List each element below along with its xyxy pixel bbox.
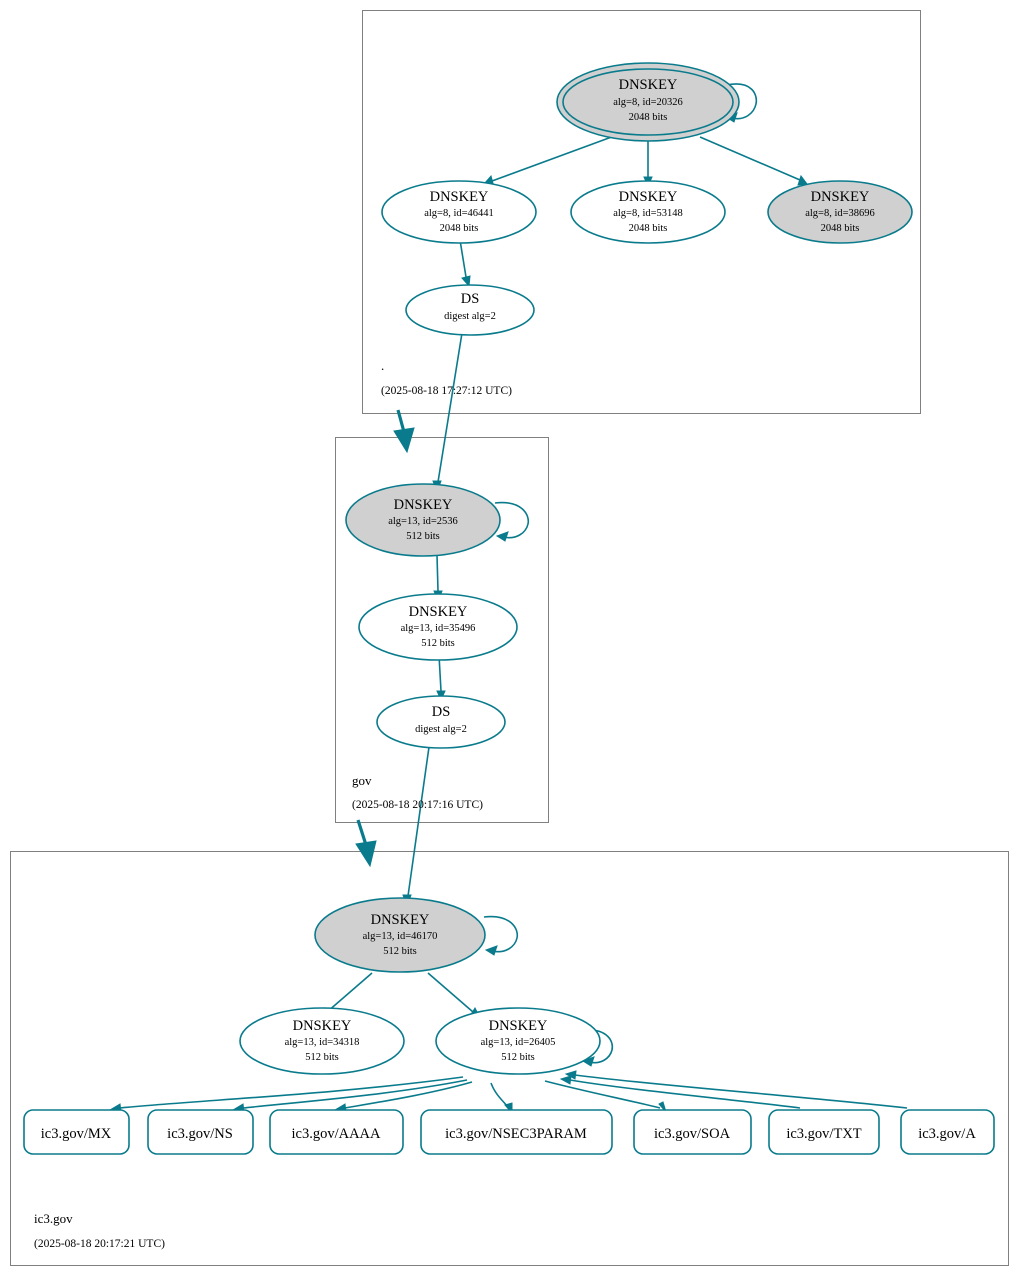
node-dnskey-46441[interactable]	[382, 181, 536, 243]
arrowhead	[561, 1076, 571, 1084]
node-bits: 2048 bits	[820, 223, 860, 234]
node-alg-id: alg=13, id=34318	[284, 1037, 360, 1048]
zone-timestamp-ic3gov: (2025-08-18 20:17:21 UTC)	[34, 1238, 165, 1250]
node-ds-root[interactable]	[406, 285, 534, 335]
arrowhead-zone	[356, 841, 376, 866]
edge-zsk46441-ds	[460, 240, 466, 277]
node-title: DNSKEY	[292, 1018, 352, 1034]
node-alg-id: alg=8, id=20326	[613, 97, 683, 108]
node-title: DNSKEY	[408, 604, 468, 620]
edge-ksk20326-zsk38696	[700, 137, 800, 180]
edge-zone-gov-ic3gov	[358, 820, 366, 845]
edge-govksk-govzsk	[437, 555, 438, 591]
node-ds-gov[interactable]	[377, 696, 505, 748]
node-title: DNSKEY	[488, 1018, 548, 1034]
node-dnskey-ic3-26405[interactable]	[436, 1008, 600, 1074]
node-dnskey-ic3-46170[interactable]	[315, 898, 485, 972]
edge-zsk26405-ns	[243, 1080, 467, 1108]
node-bits: 2048 bits	[628, 112, 668, 123]
node-title: DNSKEY	[618, 189, 678, 205]
edge-ic3ksk-zsk34318	[327, 973, 372, 1012]
rrset-aaaa[interactable]	[270, 1110, 403, 1154]
node-bits: 512 bits	[305, 1052, 339, 1063]
arrowhead	[798, 176, 807, 185]
edge-dsroot-govksk	[438, 333, 462, 482]
node-bits: 512 bits	[406, 531, 440, 542]
node-title: DNSKEY	[393, 497, 453, 513]
node-alg-id: alg=8, id=53148	[613, 208, 683, 219]
rrset-nsec3param[interactable]	[421, 1110, 612, 1154]
node-alg-id: alg=8, id=38696	[805, 208, 875, 219]
node-bits: 512 bits	[501, 1052, 535, 1063]
node-dnskey-53148[interactable]	[571, 181, 725, 243]
rrset-label: ic3.gov/AAAA	[291, 1126, 381, 1142]
node-dnskey-38696[interactable]	[768, 181, 912, 243]
node-bits: 2048 bits	[628, 223, 668, 234]
rrset-label: ic3.gov/NS	[167, 1126, 233, 1142]
zone-label-gov: gov	[352, 773, 372, 788]
node-dnskey-gov-2536[interactable]	[346, 484, 500, 556]
zone-timestamp-gov: (2025-08-18 20:17:16 UTC)	[352, 799, 483, 811]
rrset-txt[interactable]	[769, 1110, 879, 1154]
rrset-label: ic3.gov/MX	[40, 1126, 112, 1142]
node-title: DNSKEY	[618, 77, 678, 93]
rrset-mx[interactable]	[24, 1110, 129, 1154]
node-digest: digest alg=2	[415, 724, 467, 735]
rrset-label: ic3.gov/TXT	[786, 1126, 862, 1142]
node-bits: 512 bits	[383, 946, 417, 957]
rrset-label: ic3.gov/A	[918, 1126, 976, 1142]
node-alg-id: alg=8, id=46441	[424, 208, 494, 219]
zone-timestamp-root: (2025-08-18 17:27:12 UTC)	[381, 385, 512, 397]
arrowhead-zone	[394, 428, 414, 452]
node-alg-id: alg=13, id=46170	[362, 931, 438, 942]
node-digest: digest alg=2	[444, 311, 496, 322]
node-bits: 2048 bits	[439, 223, 479, 234]
rrset-label: ic3.gov/SOA	[653, 1126, 731, 1142]
node-bits: 512 bits	[421, 638, 455, 649]
node-dnskey-gov-35496[interactable]	[359, 594, 517, 660]
arrowhead	[497, 532, 508, 541]
node-title: DS	[431, 704, 451, 720]
node-title: DS	[460, 291, 480, 307]
zone-label-ic3gov: ic3.gov	[34, 1211, 73, 1226]
edge-ic3ksk-self	[484, 917, 517, 952]
rrset-soa[interactable]	[634, 1110, 751, 1154]
rrset-label: ic3.gov/NSEC3PARAM	[445, 1126, 587, 1142]
node-dnskey-ic3-34318[interactable]	[240, 1008, 404, 1074]
node-alg-id: alg=13, id=35496	[400, 623, 476, 634]
node-alg-id: alg=13, id=2536	[388, 516, 458, 527]
rrset-a[interactable]	[901, 1110, 994, 1154]
edge-ksk20326-zsk46441	[492, 135, 617, 181]
node-dnskey-20326[interactable]	[557, 63, 739, 141]
node-title: DNSKEY	[429, 189, 489, 205]
node-alg-id: alg=13, id=26405	[480, 1037, 556, 1048]
rrset-ns[interactable]	[148, 1110, 253, 1154]
arrowhead	[486, 946, 497, 955]
edge-a-zsk26405	[575, 1075, 907, 1108]
node-title: DNSKEY	[370, 912, 430, 928]
zone-label-root: .	[381, 358, 385, 373]
edge-dsgov-ic3ksk	[408, 747, 429, 896]
edge-ic3ksk-zsk26405	[428, 973, 473, 1012]
node-title: DNSKEY	[810, 189, 870, 205]
